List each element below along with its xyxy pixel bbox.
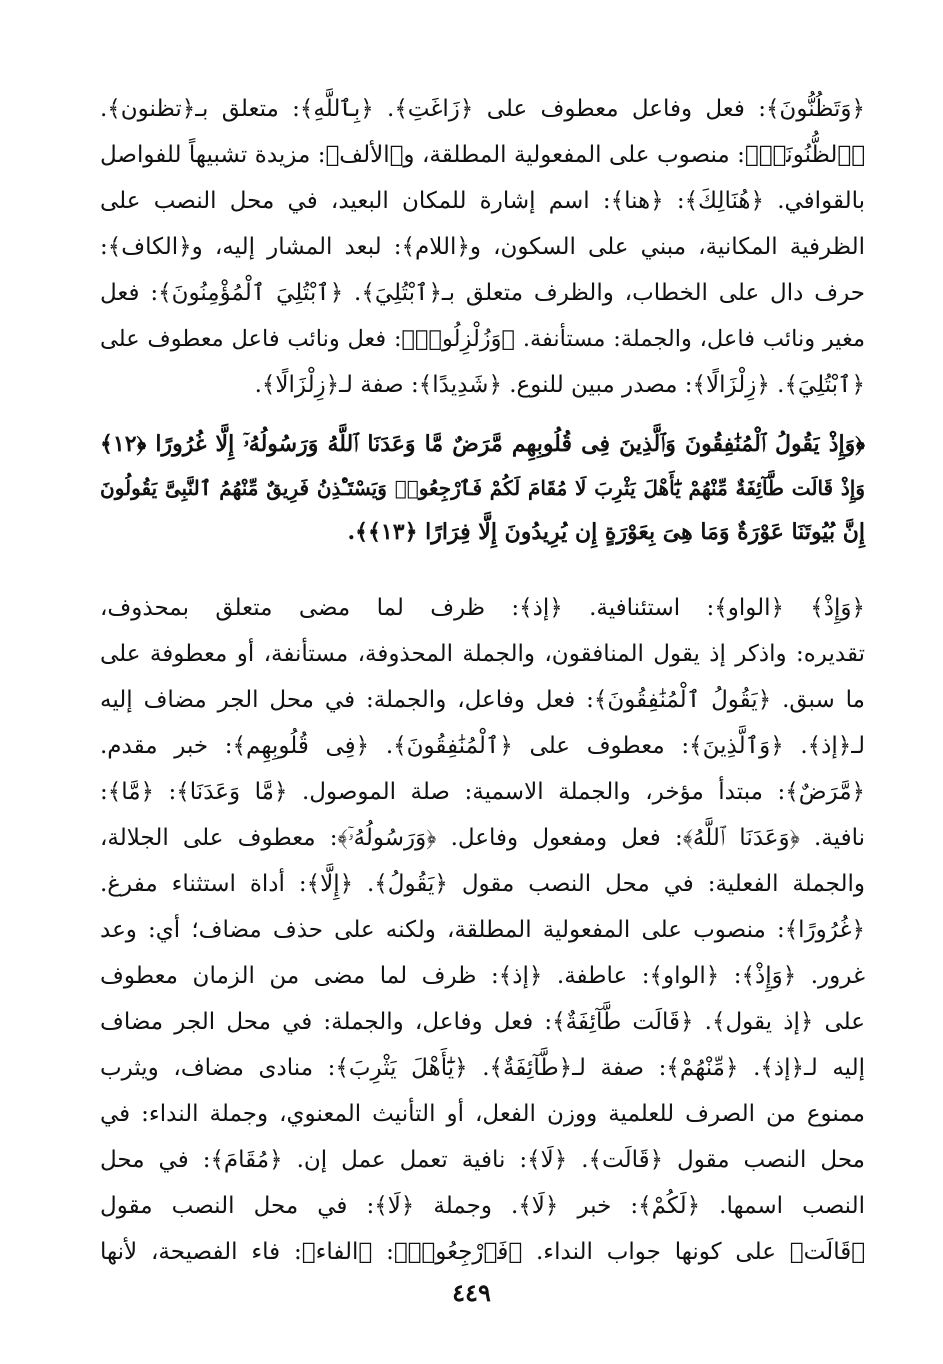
text-line: الظرفية المكانية، مبني على السكون، و﴿اللام﴾: لبعد المشار إليه، و﴿الكاف﴾: [100,234,865,260]
text-line: إليه لـ﴿إذ﴾. ﴿مِّنْهُمْ﴾: صفة لـ﴿طَّآئِفَةٌ﴾. ﴿يَٰٓأَهْلَ يَثْرِبَ﴾: منادى مضاف، ويثرب [100,1055,865,1081]
text-line: ﴿وَتَظُنُّونَ﴾: فعل وفاعل معطوف على ﴿زَاغَتِ﴾. ﴿بِٱللَّهِ﴾: متعلق بـ﴿تظنون﴾. [100,96,865,122]
grammar-paragraph-1 [100,86,865,408]
text-line: على ﴿إذ يقول﴾. ﴿قَالَت طَّآئِفَةٌ﴾: فعل وفاعل، والجملة: في محل الجر مضاف [100,1009,865,1035]
text-line: والجملة الفعلية: في محل النصب مقول ﴿يَقُولُ﴾. ﴿إِلَّا﴾: أداة استثناء مفرغ. [100,871,865,897]
quran-verses [100,422,865,554]
text-line: محل النصب مقول ﴿قَالَت﴾. ﴿لَا﴾: نافية تعمل عمل إن. ﴿مُقَامَ﴾: في محل [100,1147,865,1173]
text-line: ما سبق. ﴿يَقُولُ ٱلْمُنَٰفِقُونَ﴾: فعل وفاعل، والجملة: في محل الجر مضاف إليه [100,687,865,713]
text-line: نافية. ﴿وَعَدَنَا ٱللَّهُ﴾: فعل ومفعول وفاعل. ﴿وَرَسُولُهُۥٓ﴾: معطوف على الجلالة، [100,825,865,851]
text-line: مغير ونائب فاعل، والجملة: مستأنفة. ﴿وَزُلْزِلُوا۟﴾: فعل ونائب فاعل معطوف على [100,326,865,352]
grammar-paragraph-2 [100,585,865,1275]
verse-line: إِنَّ بُيُوتَنَا عَوْرَةٌ وَمَا هِىَ بِعَوْرَةٍ إِن يُرِيدُونَ إِلَّا فِرَارًا ﴿١٣﴾﴾. [347,519,865,545]
text-line: غرور. ﴿وَإِذْ﴾: ﴿الواو﴾: عاطفة. ﴿إذ﴾: ظرف لما مضى من الزمان معطوف [100,963,865,989]
text-line: حرف دال على الخطاب، والظرف متعلق بـ﴿ٱبْتُلِيَ﴾. ﴿ٱبْتُلِيَ ٱلْمُؤْمِنُونَ﴾: فعل [100,280,865,306]
text-line: بالقوافي. ﴿هُنَالِكَ﴾: ﴿هنا﴾: اسم إشارة للمكان البعيد، في محل النصب على [100,188,865,214]
text-line: تقديره: واذكر إذ يقول المنافقون، والجملة المحذوفة، مستأنفة، أو معطوفة على [100,641,865,667]
text-line: ﴿قَالَت﴾ على كونها جواب النداء. ﴿فَٱرْجِعُوا۟﴾: ﴿الفاء﴾: فاء الفصيحة، لأنها [100,1239,865,1265]
text-line: ﴿مَّرَضٌ﴾: مبتدأ مؤخر، والجملة الاسمية: صلة الموصول. ﴿مَّا وَعَدَنَا﴾: ﴿مَّا﴾: [100,779,865,805]
verse-line: ﴿وَإِذْ يَقُولُ ٱلْمُنَٰفِقُونَ وَٱلَّذِينَ فِى قُلُوبِهِم مَّرَضٌ مَّا وَعَدَنَا ٱللَّهُ وَرَسُولُهُۥٓ إِلَّا غُرُورًا ﴿١٢﴾ [100,431,865,457]
text-line: ﴿غُرُورًا﴾: منصوب على المفعولية المطلقة، ولكنه على حذف مضاف؛ أي: وعد [100,917,865,943]
page-number: ٤٤٩ [452,1278,491,1307]
text-line: ممنوع من الصرف للعلمية ووزن الفعل، أو التأنيث المعنوي، وجملة النداء: في [100,1101,865,1127]
text-line: ﴿ٱبْتُلِيَ﴾. ﴿زِلْزَالًا﴾: مصدر مبين للنوع. ﴿شَدِيدًا﴾: صفة لـ﴿زِلْزَالًا﴾. [254,372,865,398]
text-line: ﴿وَإِذْ﴾ ﴿الواو﴾: استئنافية. ﴿إذ﴾: ظرف لما مضى متعلق بمحذوف، [100,595,865,621]
text-line: لـ﴿إذ﴾. ﴿وَٱلَّذِينَ﴾: معطوف على ﴿ٱلْمُنَٰفِقُونَ﴾. ﴿فِى قُلُوبِهِم﴾: خبر مقدم. [100,733,865,759]
verse-line: وَإِذْ قَالَت طَّآئِفَةٌ مِّنْهُمْ يَٰٓأَهْلَ يَثْرِبَ لَا مُقَامَ لَكُمْ فَٱرْجِعُوا۟ وَيَسْتَـْٔذِنُ فَرِيقٌ مِّنْهُمُ ٱلنَّبِىَّ يَقُولُونَ [100,476,865,500]
text-line: النصب اسمها. ﴿لَكُمْ﴾: خبر ﴿لَا﴾. وجملة ﴿لَا﴾: في محل النصب مقول [100,1193,865,1219]
text-line: ﴿ٱلظُّنُونَا۠﴾: منصوب على المفعولية المطلقة، و﴿الألف﴾: مزيدة تشبيهاً للفواصل [100,142,865,168]
